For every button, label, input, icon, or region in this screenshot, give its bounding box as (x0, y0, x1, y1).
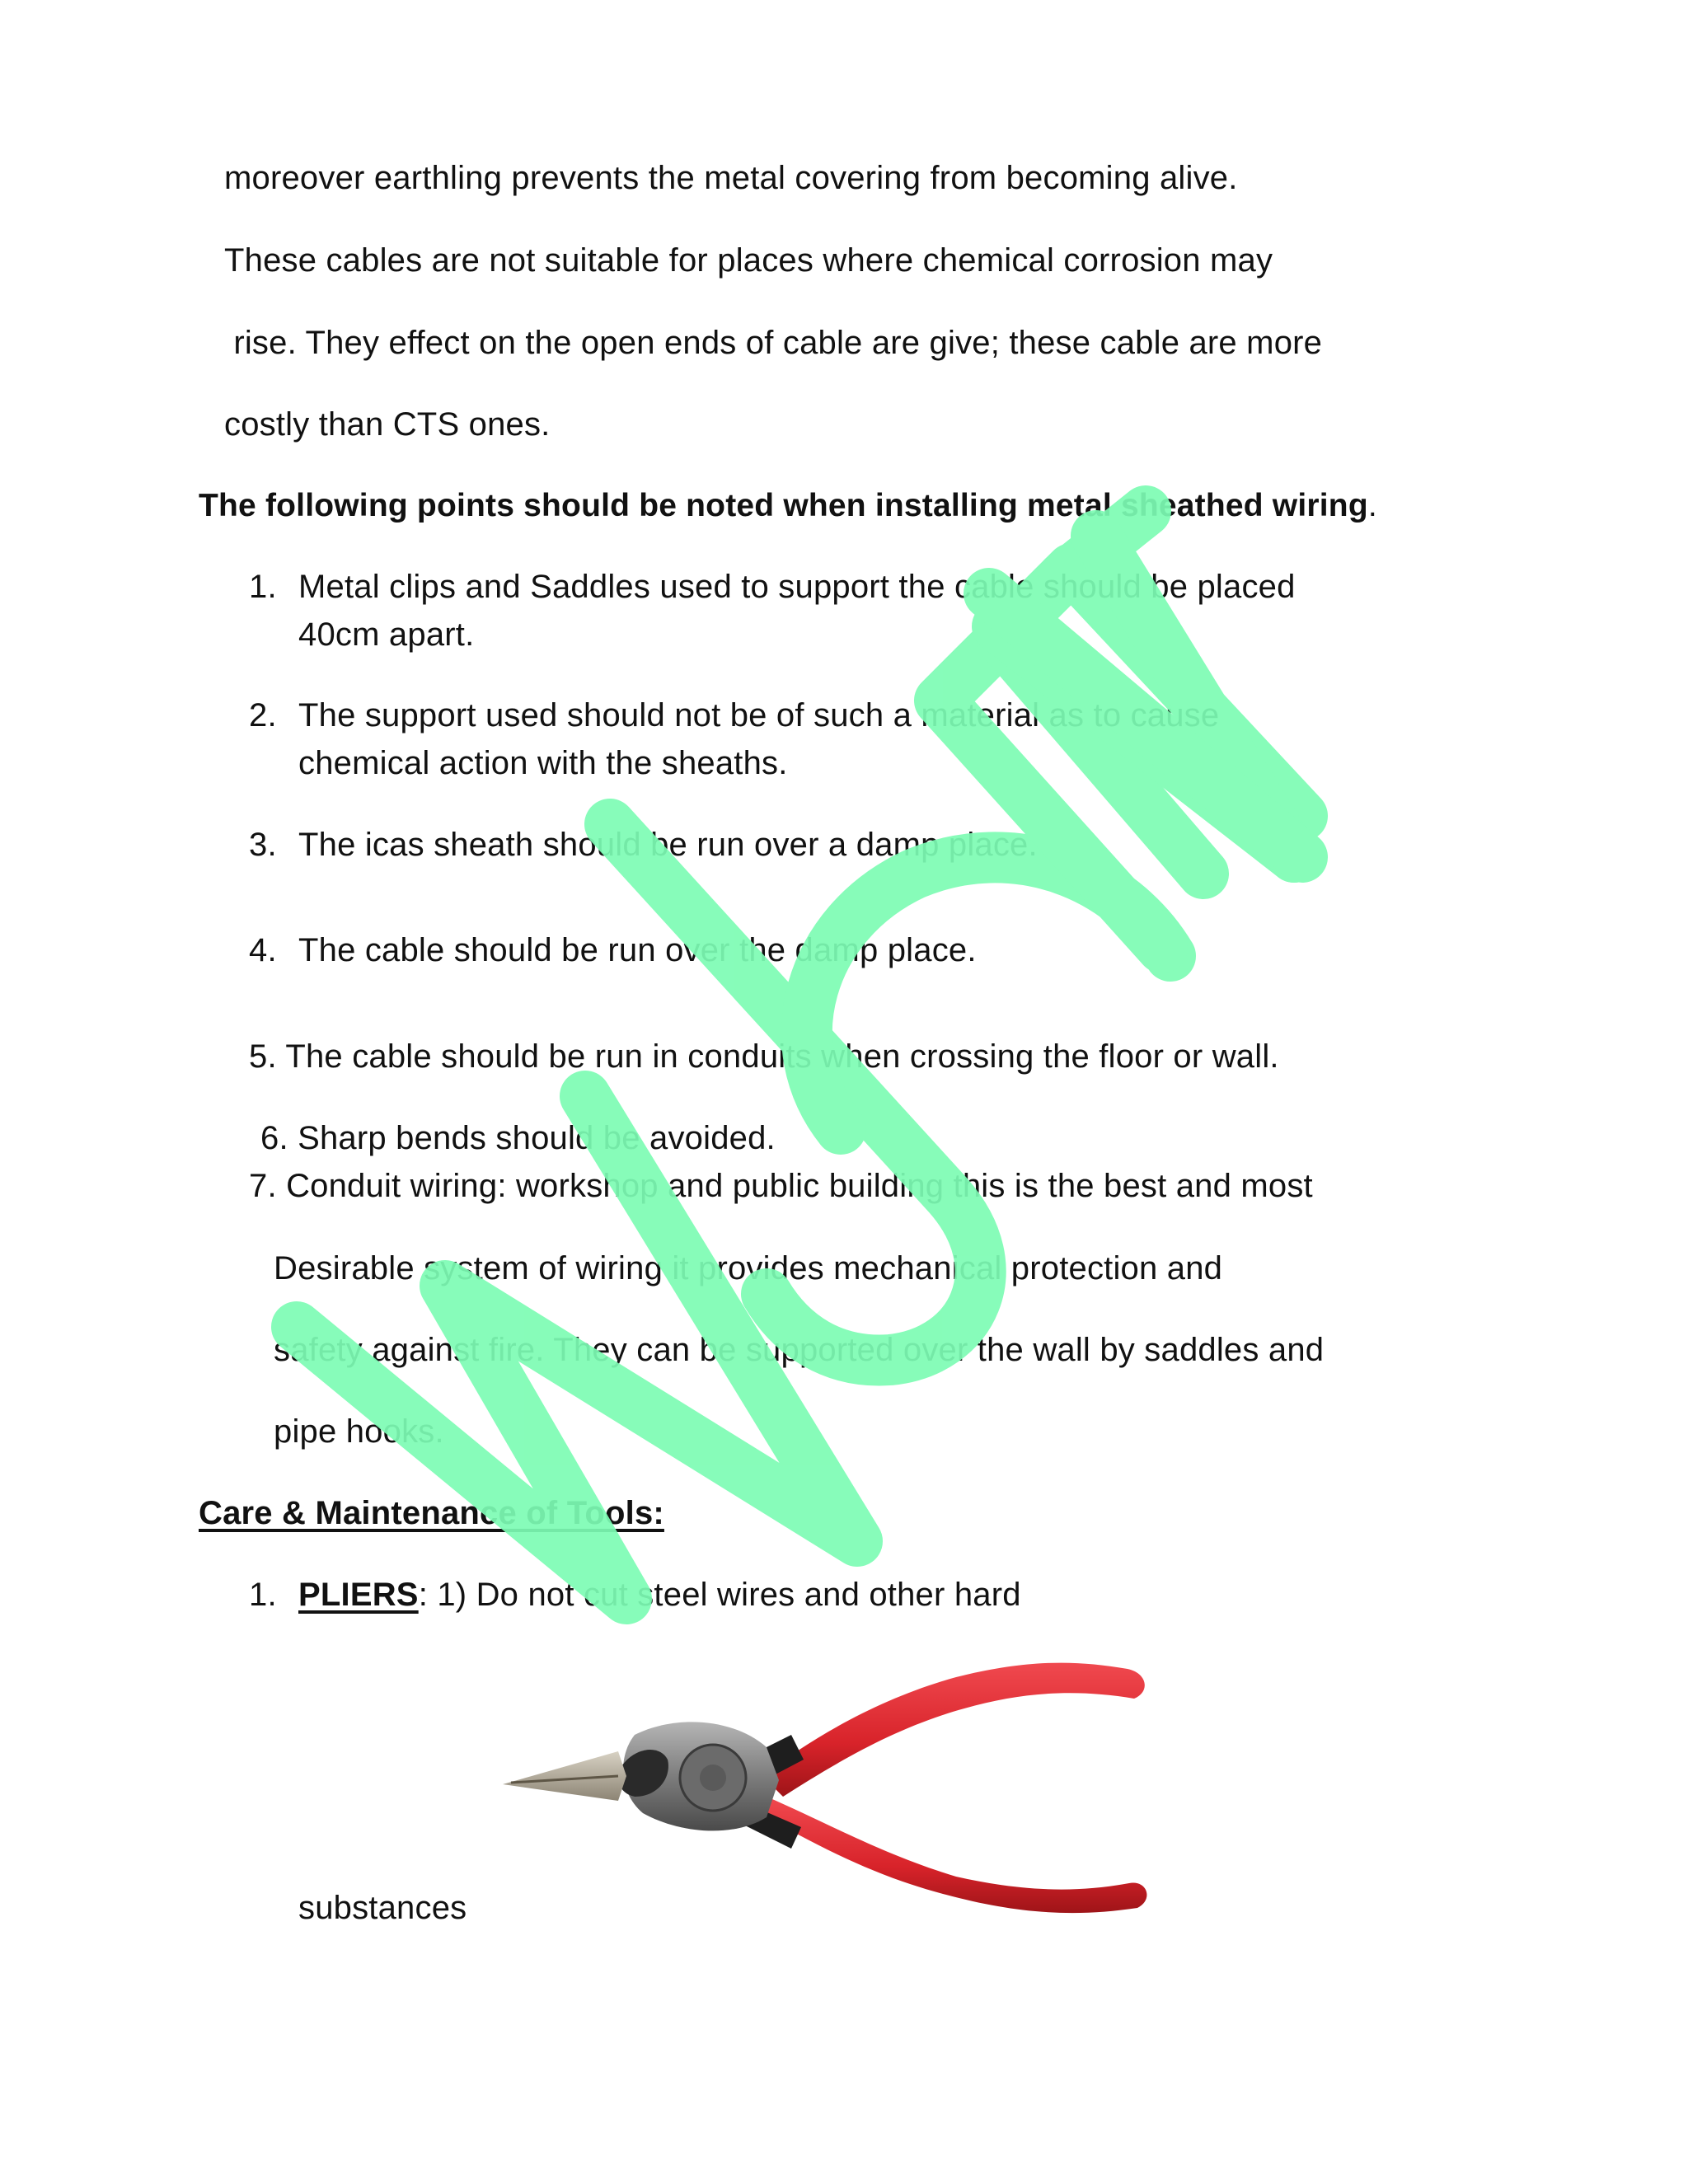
list-item-line: 6. Sharp bends should be avoided. (260, 1120, 776, 1156)
watermark-letter (997, 626, 1294, 857)
paragraph-line: moreover earthling prevents the metal covering from becoming alive. (224, 160, 1238, 196)
care-heading: Care & Maintenance of Tools: (199, 1495, 664, 1531)
pliers-text: : 1) Do not cut steel wires and other hard (418, 1577, 1021, 1613)
list-item-line: chemical action with the sheaths. (298, 745, 788, 781)
list-item-line: safety against fire. They can be supported over the wall by saddles and (274, 1332, 1325, 1368)
paragraph-line: rise. They effect on the open ends of cable are give; these cable are more (224, 325, 1323, 361)
list-number: 1. (249, 569, 277, 605)
list-item-line: The icas sheath should be run over a damp place. (298, 827, 1038, 863)
list-item-line: The cable should be run over the damp place. (298, 932, 977, 968)
list-item-line: 7. Conduit wiring: workshop and public building this is the best and most (249, 1168, 1313, 1204)
list-number: 3. (249, 827, 277, 863)
watermark-letter (807, 857, 1170, 1129)
list-item-line: Metal clips and Saddles used to support the cable should be placed (298, 569, 1296, 605)
list-number: 4. (249, 932, 277, 968)
pliers-continuation: substances (298, 1890, 467, 1926)
section-heading-text: The following points should be noted when installing metal sheathed wiring (199, 488, 1368, 523)
pliers-label: PLIERS (298, 1577, 419, 1613)
paragraph-line: costly than CTS ones. (224, 406, 551, 443)
list-item-line: The support used should not be of such a material as to cause (298, 697, 1220, 733)
list-number: 1. (249, 1577, 277, 1613)
list-item-line: 5. The cable should be run in conduits when crossing the floor or wall. (249, 1038, 1279, 1075)
list-item-line: 40cm apart. (298, 616, 475, 653)
list-number: 2. (249, 697, 277, 733)
section-heading-period: . (1367, 488, 1377, 523)
section-heading (199, 486, 1377, 526)
list-item-line: Desirable system of wiring it provides mechanical protection and (274, 1250, 1223, 1286)
pliers-icon (495, 1636, 1154, 1916)
pliers-item (298, 1575, 1021, 1615)
watermark-letter (940, 569, 1302, 948)
paragraph-line: These cables are not suitable for places where chemical corrosion may (224, 242, 1273, 279)
list-item-line: pipe hooks. (274, 1413, 444, 1450)
